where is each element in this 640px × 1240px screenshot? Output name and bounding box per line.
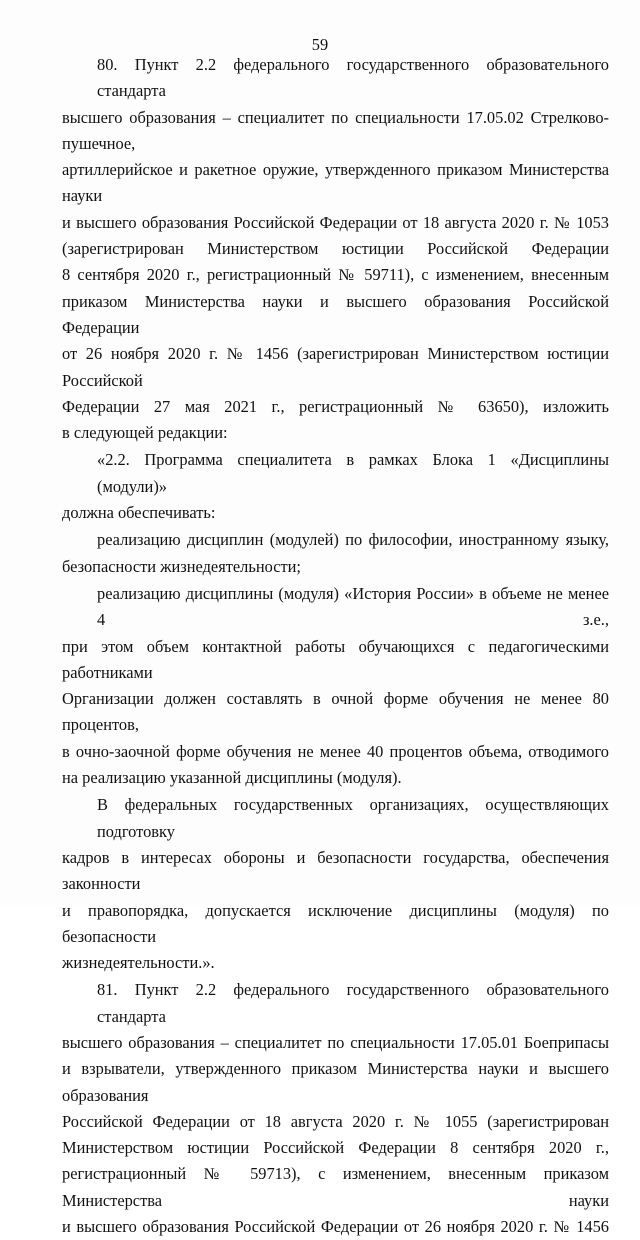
text-line: приказом Министерства науки и высшего образования Российской Федерации [62, 291, 609, 337]
text-line: регистрационный № 59713), с изменением, внесенным приказом Министерства науки [62, 1164, 609, 1210]
text-line: Федерации 27 мая 2021 г., регистрационный № 63650), изложить [62, 396, 609, 416]
text-line: и взрыватели, утвержденного приказом Министерства науки и высшего образования [62, 1059, 609, 1105]
text-line: реализацию дисциплин (модулей) по философии, иностранному языку, [97, 530, 609, 550]
text-line: и высшего образования Российской Федерации от 18 августа 2020 г. № 1053 [62, 212, 609, 232]
text-line: жизнедеятельности.». [62, 953, 215, 973]
text-line: высшего образования – специалитет по специальности 17.05.01 Боеприпасы [62, 1032, 609, 1052]
text-line: (зарегистрирован Министерством юстиции Российской Федерации [62, 239, 609, 259]
text-line: высшего образования – специалитет по специальности 17.05.02 Стрелково-пушечное, [62, 107, 609, 153]
text-line: в очно-заочной форме обучения не менее 40 процентов объема, отводимого [62, 741, 609, 761]
text-line: и правопорядка, допускается исключение дисциплины (модуля) по безопасности [62, 900, 609, 946]
text-line: при этом объем контактной работы обучающихся с педагогическими работниками [62, 636, 609, 682]
paragraph-philosophy [62, 527, 609, 580]
text-line: 8 сентября 2020 г., регистрационный № 59711), с изменением, внесенным [62, 265, 609, 285]
page-number: 59 [311, 35, 329, 54]
text-line: 81. Пункт 2.2 федерального государственного образовательного стандарта [97, 980, 609, 1026]
text-line: «2.2. Программа специалитета в рамках Блока 1 «Дисциплины (модули)» [97, 450, 609, 496]
paragraph-history [62, 581, 609, 791]
document-body [62, 52, 609, 1240]
text-line: Министерством юстиции Российской Федерации 8 сентября 2020 г., [62, 1138, 609, 1158]
text-line: кадров в интересах обороны и безопасности государства, обеспечения законности [62, 847, 609, 894]
text-line: безопасности жизнедеятельности; [62, 556, 301, 576]
text-line: 80. Пункт 2.2 федерального государственного образовательного стандарта [97, 55, 609, 101]
text-line: артиллерийское и ракетное оружие, утвержденного приказом Министерства науки [62, 160, 609, 206]
text-line: и высшего образования Российской Федерации от 26 ноября 2020 г. № 1456 [62, 1217, 609, 1237]
text-line: Организации должен составлять в очной форме обучения не менее 80 процентов, [62, 689, 609, 735]
text-line: Российской Федерации от 18 августа 2020 г. № 1055 (зарегистрирован [62, 1111, 609, 1131]
text-line: от 26 ноября 2020 г. № 1456 (зарегистрирован Министерством юстиции Российской [62, 344, 609, 390]
paragraph-81 [62, 977, 609, 1240]
text-line: В федеральных государственных организациях, осуществляющих подготовку [97, 795, 609, 841]
text-line: должна обеспечивать: [62, 503, 216, 523]
text-line: в следующей редакции: [62, 423, 228, 443]
paragraph-federal [62, 792, 609, 976]
text-line: на реализацию указанной дисциплины (модуля). [62, 768, 402, 788]
paragraph-80 [62, 52, 609, 446]
paragraph-2-2 [62, 447, 609, 526]
text-line: реализацию дисциплины (модуля) «История России» в объеме не менее 4 з.е., [97, 583, 609, 630]
